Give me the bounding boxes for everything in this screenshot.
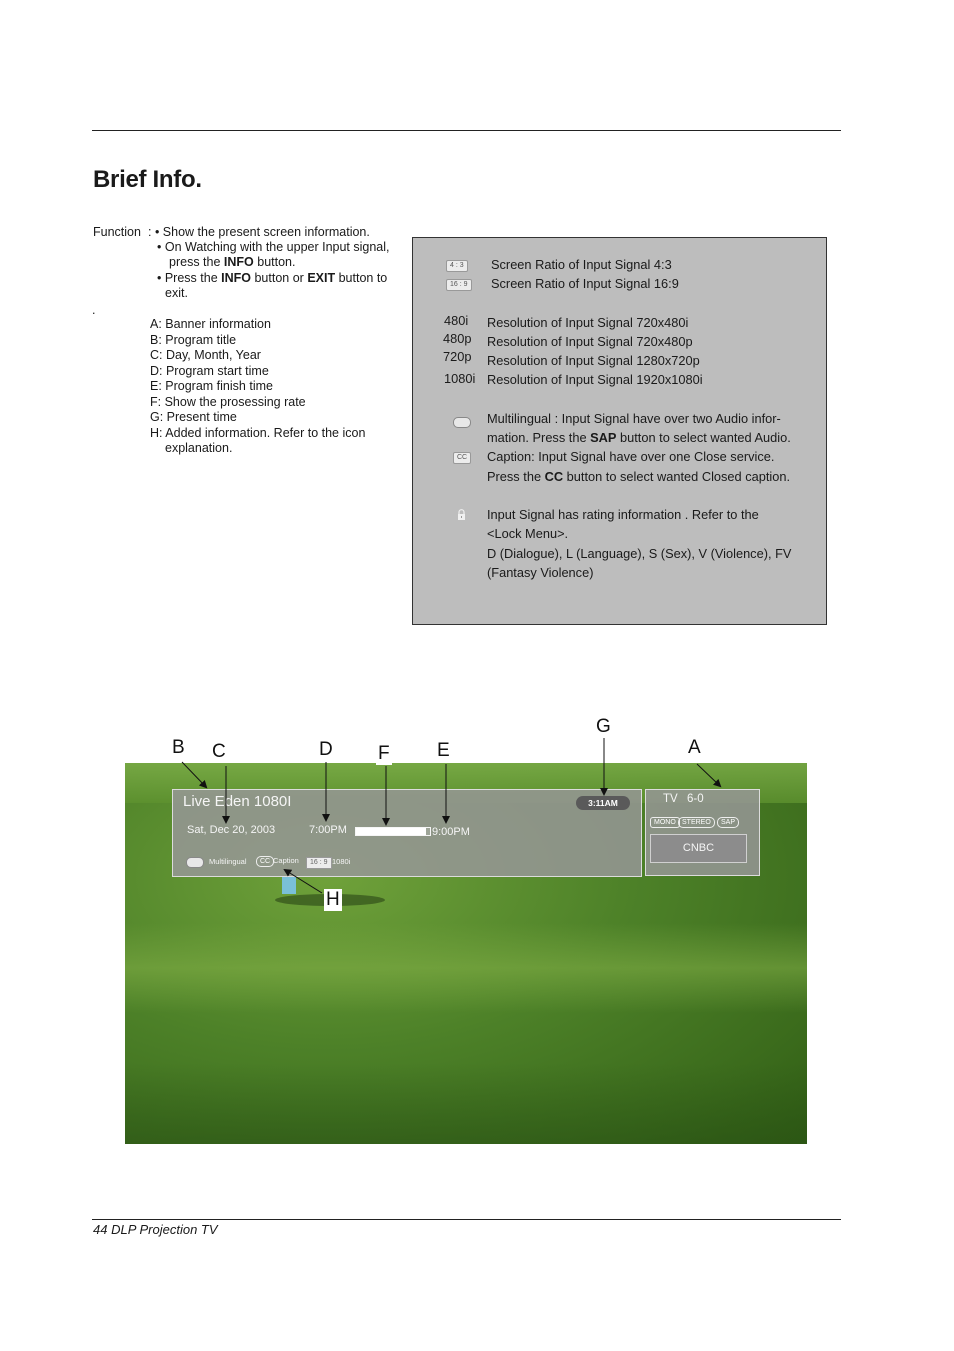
legend-h-cont: explanation. (165, 441, 233, 455)
start-time: 7:00PM (309, 824, 347, 836)
function-line-5: exit. (165, 286, 188, 300)
channel-source: TV (663, 793, 678, 805)
legend-g: G: Present time (150, 410, 237, 424)
info-key-2: INFO (221, 271, 251, 285)
banner-ratio-icon: 16 : 9 (306, 857, 332, 869)
ratio-16-9-text: Screen Ratio of Input Signal 16:9 (491, 276, 679, 291)
channel-number: 6-0 (687, 793, 704, 805)
function-line-2: • On Watching with the upper Input signal, (157, 240, 390, 254)
button-or-text: button or (254, 271, 304, 285)
present-time-badge: 3:11AM (576, 796, 630, 810)
res-480p-text: Resolution of Input Signal 720x480p (487, 334, 693, 349)
marker-a: A (688, 737, 701, 758)
function-label: Function (93, 225, 141, 239)
legend-d: D: Program start time (150, 363, 269, 378)
res-720p-label: 720p (443, 349, 472, 364)
bottom-rule (92, 1219, 841, 1220)
ratio-4-3-icon: 4 : 3 (446, 260, 468, 272)
multi-2a: mation. Press the (487, 430, 591, 445)
page-footer: 44 DLP Projection TV (93, 1222, 218, 1237)
sap-key: SAP (590, 430, 617, 445)
mono-badge: MONO (650, 817, 680, 828)
marker-g: G (596, 716, 611, 737)
legend-e: E: Program finish time (150, 379, 273, 393)
stray-dot: . (92, 303, 96, 317)
exit-key: EXIT (307, 271, 336, 285)
legend-b: B: Program title (150, 332, 237, 347)
cap-2a: Press the (487, 469, 545, 484)
legend-a: A: Banner information (150, 317, 271, 331)
res-480i-label: 480i (444, 313, 469, 328)
button-to-text: button to (338, 271, 388, 285)
rating-text-3: D (Dialogue), L (Language), S (Sex), V (Violence), FV (487, 546, 792, 561)
res-480p-label: 480p (443, 331, 472, 346)
station-name: CNBC (682, 842, 715, 854)
banner-cc-icon: CC (256, 856, 274, 867)
press-the-text: press the (169, 255, 221, 269)
button-text: button. (257, 255, 296, 269)
multi-2c: button to select wanted Audio. (616, 430, 791, 445)
res-1080i-label: 1080i (444, 371, 476, 386)
rating-text-1: Input Signal has rating information . Refer to the (487, 507, 759, 522)
marker-e: E (437, 740, 450, 761)
ratio-16-9-icon: 16 : 9 (446, 279, 472, 291)
banner-multilingual-label: Multilingual (209, 857, 247, 866)
banner-caption-label: Caption (273, 856, 299, 865)
ratio-4-3-text: Screen Ratio of Input Signal 4:3 (491, 257, 672, 272)
legend-c: C: Day, Month, Year (150, 348, 261, 362)
legend-h: H: Added information. Refer to the icon (150, 425, 366, 440)
stereo-badge: STEREO (678, 817, 715, 828)
res-720p-text: Resolution of Input Signal 1280x720p (487, 353, 700, 368)
marker-h: H (326, 889, 340, 910)
page-title: Brief Info. (93, 166, 202, 193)
legend-f: F: Show the prosessing rate (150, 394, 306, 409)
end-time: 9:00PM (432, 826, 470, 838)
marker-c: C (212, 741, 226, 762)
marker-b: B (172, 737, 185, 758)
rating-text-2: <Lock Menu>. (487, 526, 569, 541)
rating-text-4: (Fantasy Violence) (487, 565, 594, 580)
function-line-1: : • Show the present screen information. (148, 225, 370, 239)
cc-key: CC (544, 469, 564, 484)
program-date: Sat, Dec 20, 2003 (187, 824, 276, 836)
program-title: Live Eden 1080I (183, 793, 292, 810)
info-key: INFO (223, 255, 254, 269)
marker-f: F (378, 743, 390, 764)
cap-2c: button to select wanted Closed caption. (563, 469, 791, 484)
sap-badge: SAP (717, 817, 739, 828)
res-1080i-text: Resolution of Input Signal 1920x1080i (487, 372, 703, 387)
banner-res-label: 1080i (332, 857, 351, 866)
marker-d: D (319, 739, 333, 760)
caption-text-1: Caption: Input Signal have over one Close service. (487, 449, 775, 464)
cc-icon: CC (453, 452, 471, 464)
press-the-text-2: • Press the (157, 271, 218, 285)
res-480i-text: Resolution of Input Signal 720x480i (487, 315, 689, 330)
multilingual-text-1: Multilingual : Input Signal have over two Audio infor- (487, 411, 781, 426)
